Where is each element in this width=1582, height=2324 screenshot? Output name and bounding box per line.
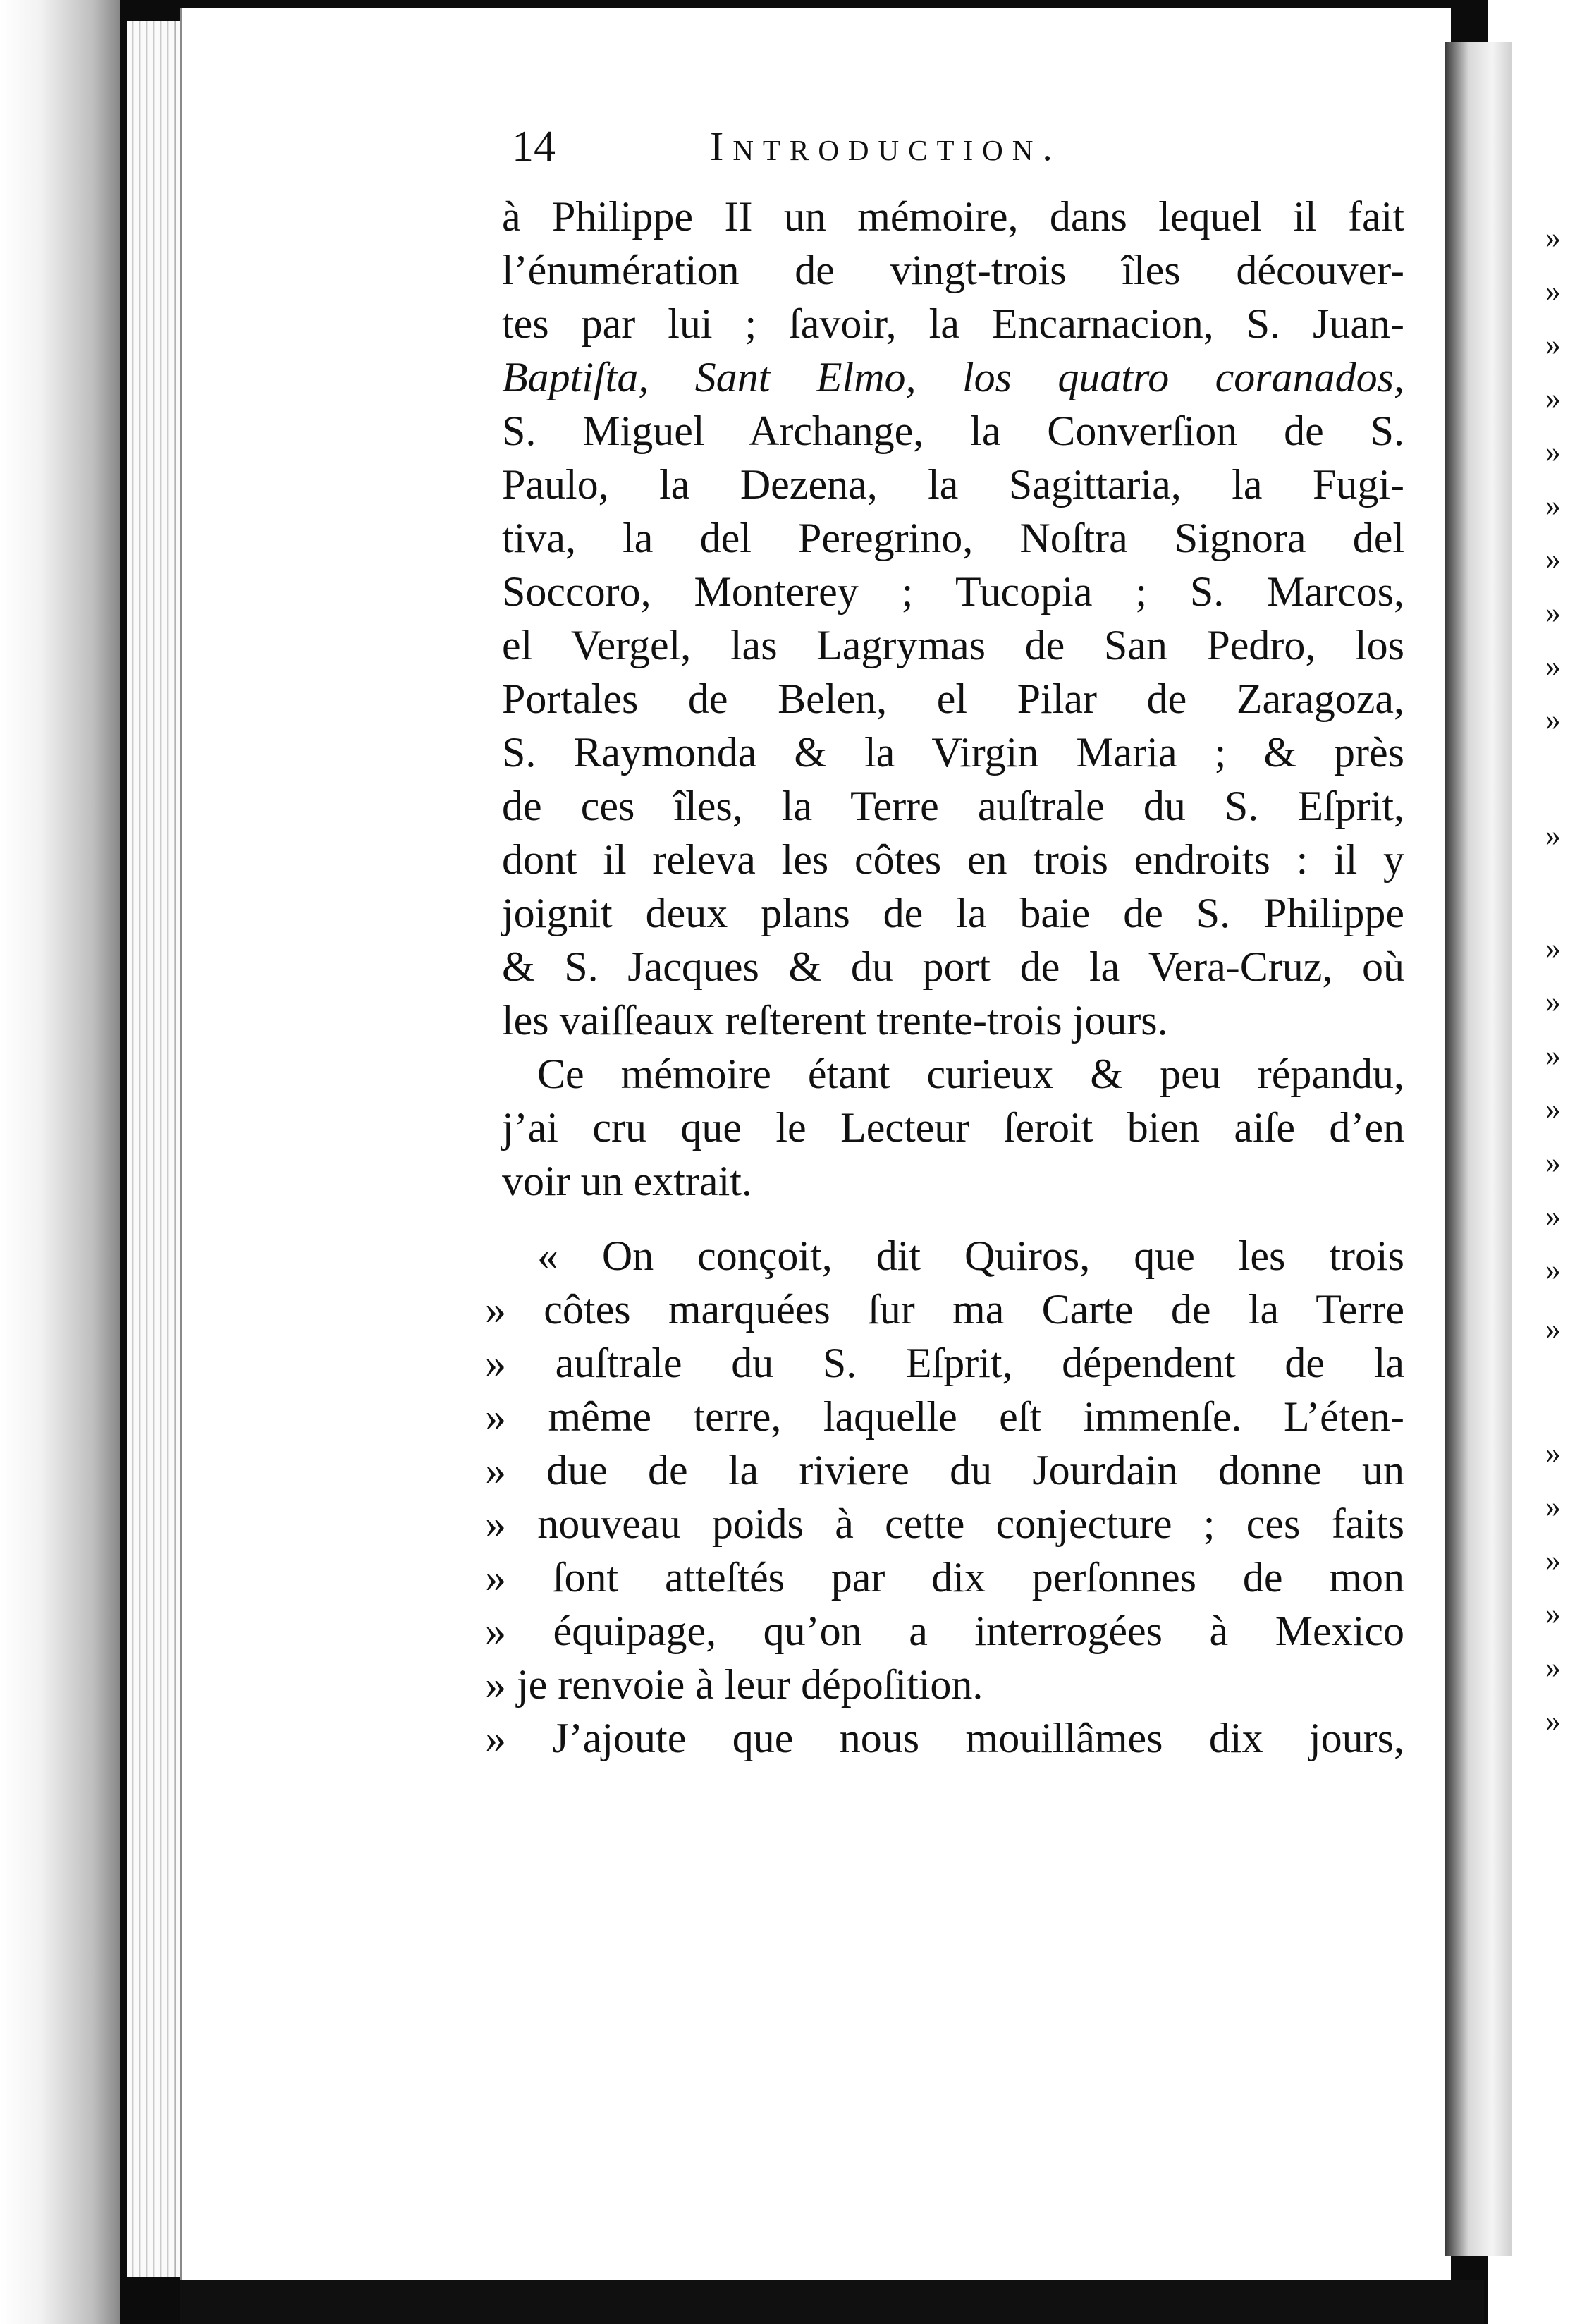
quote-line: » auſtrale du S. Eſprit, dépendent de la xyxy=(485,1340,1404,1386)
quote-line: » ſont atteſtés par dix perſonnes de mon xyxy=(485,1554,1404,1601)
guillemet-mark: » xyxy=(1545,1489,1561,1524)
text-line: dont il releva les côtes en trois endroits : il y xyxy=(502,836,1404,883)
guillemet-mark: » xyxy=(1545,1038,1561,1072)
guillemet-mark: » xyxy=(1545,1436,1561,1470)
guillemet-mark: » xyxy=(1545,1311,1561,1346)
book-gutter xyxy=(1445,42,1512,2256)
guillemet-mark: » xyxy=(1545,984,1561,1019)
text-line: j’ai cru que le Lecteur ſeroit bien aiſe d’en xyxy=(502,1104,1404,1151)
guillemet-mark: » xyxy=(1545,381,1561,415)
page-number: 14 xyxy=(512,123,556,171)
guillemet-mark: » xyxy=(1545,1596,1561,1631)
text-line: Portales de Belen, el Pilar de Zaragoza, xyxy=(502,675,1404,722)
guillemet-mark: » xyxy=(1545,931,1561,965)
bottom-shadow xyxy=(180,2280,1484,2324)
page-header xyxy=(502,118,1404,175)
guillemet-mark: » xyxy=(1545,542,1561,576)
text-line: el Vergel, las Lagrymas de San Pedro, los xyxy=(502,622,1404,668)
text-line: les vaiſſeaux reſterent trente-trois jours. xyxy=(502,997,1168,1044)
left-margin-shadow xyxy=(0,0,134,2324)
guillemet-mark: » xyxy=(1545,649,1561,683)
quote-line: » côtes marquées ſur ma Carte de la Terre xyxy=(485,1286,1404,1333)
guillemet-mark: » xyxy=(1545,1091,1561,1126)
text-line: voir un extrait. xyxy=(502,1158,752,1204)
quote-line: » J’ajoute que nous mouillâmes dix jours, xyxy=(485,1715,1404,1761)
guillemet-mark: » xyxy=(1545,702,1561,737)
guillemet-mark: » xyxy=(1545,1543,1561,1577)
text-line: Baptiſta, Sant Elmo, los quatro coranados, xyxy=(502,354,1404,400)
text-line: & S. Jacques & du port de la Vera-Cruz, où xyxy=(502,943,1404,990)
guillemet-mark: » xyxy=(1545,488,1561,522)
guillemet-mark: » xyxy=(1545,1252,1561,1287)
guillemet-mark: » xyxy=(1545,1199,1561,1233)
guillemet-mark: » xyxy=(1545,274,1561,308)
text-line: joignit deux plans de la baie de S. Philippe xyxy=(502,890,1404,936)
quote-line: » équipage, qu’on a interrogées à Mexico xyxy=(485,1608,1404,1654)
guillemet-mark: » xyxy=(1545,434,1561,469)
text-line: tes par lui ; ſavoir, la Encarnacion, S. Juan- xyxy=(502,300,1404,347)
guillemet-mark: » xyxy=(1545,818,1561,852)
text-line: S. Miguel Archange, la Converſion de S. xyxy=(502,408,1404,454)
text-line: S. Raymonda & la Virgin Maria ; & près xyxy=(502,729,1404,776)
guillemet-mark: » xyxy=(1545,220,1561,255)
running-head: Introduction. xyxy=(710,123,1062,169)
guillemet-mark: » xyxy=(1545,1145,1561,1180)
guillemet-mark: » xyxy=(1545,1650,1561,1684)
guillemet-mark: » xyxy=(1545,595,1561,630)
quote-line: » due de la riviere du Jourdain donne un xyxy=(485,1447,1404,1493)
guillemet-mark: » xyxy=(1545,1704,1561,1738)
quote-line: « On conçoit, dit Quiros, que les trois xyxy=(537,1233,1404,1279)
quote-line: » je renvoie à leur dépoſition. xyxy=(485,1661,983,1708)
text-line: Ce mémoire étant curieux & peu répandu, xyxy=(537,1051,1404,1097)
text-line: l’énumération de vingt-trois îles découver- xyxy=(502,247,1404,293)
quote-line: » nouveau poids à cette conjecture ; ces faits xyxy=(485,1500,1404,1547)
text-line: Soccoro, Monterey ; Tucopia ; S. Marcos, xyxy=(502,568,1404,615)
text-line: à Philippe II un mémoire, dans lequel il fait xyxy=(502,193,1404,240)
text-line: Paulo, la Dezena, la Sagittaria, la Fugi- xyxy=(502,461,1404,508)
text-line: tiva, la del Peregrino, Noſtra Signora del xyxy=(502,515,1404,561)
text-line: de ces îles, la Terre auſtrale du S. Eſprit, xyxy=(502,783,1404,829)
quote-line: » même terre, laquelle eſt immenſe. L’éten- xyxy=(485,1393,1404,1440)
guillemet-mark: » xyxy=(1545,327,1561,362)
